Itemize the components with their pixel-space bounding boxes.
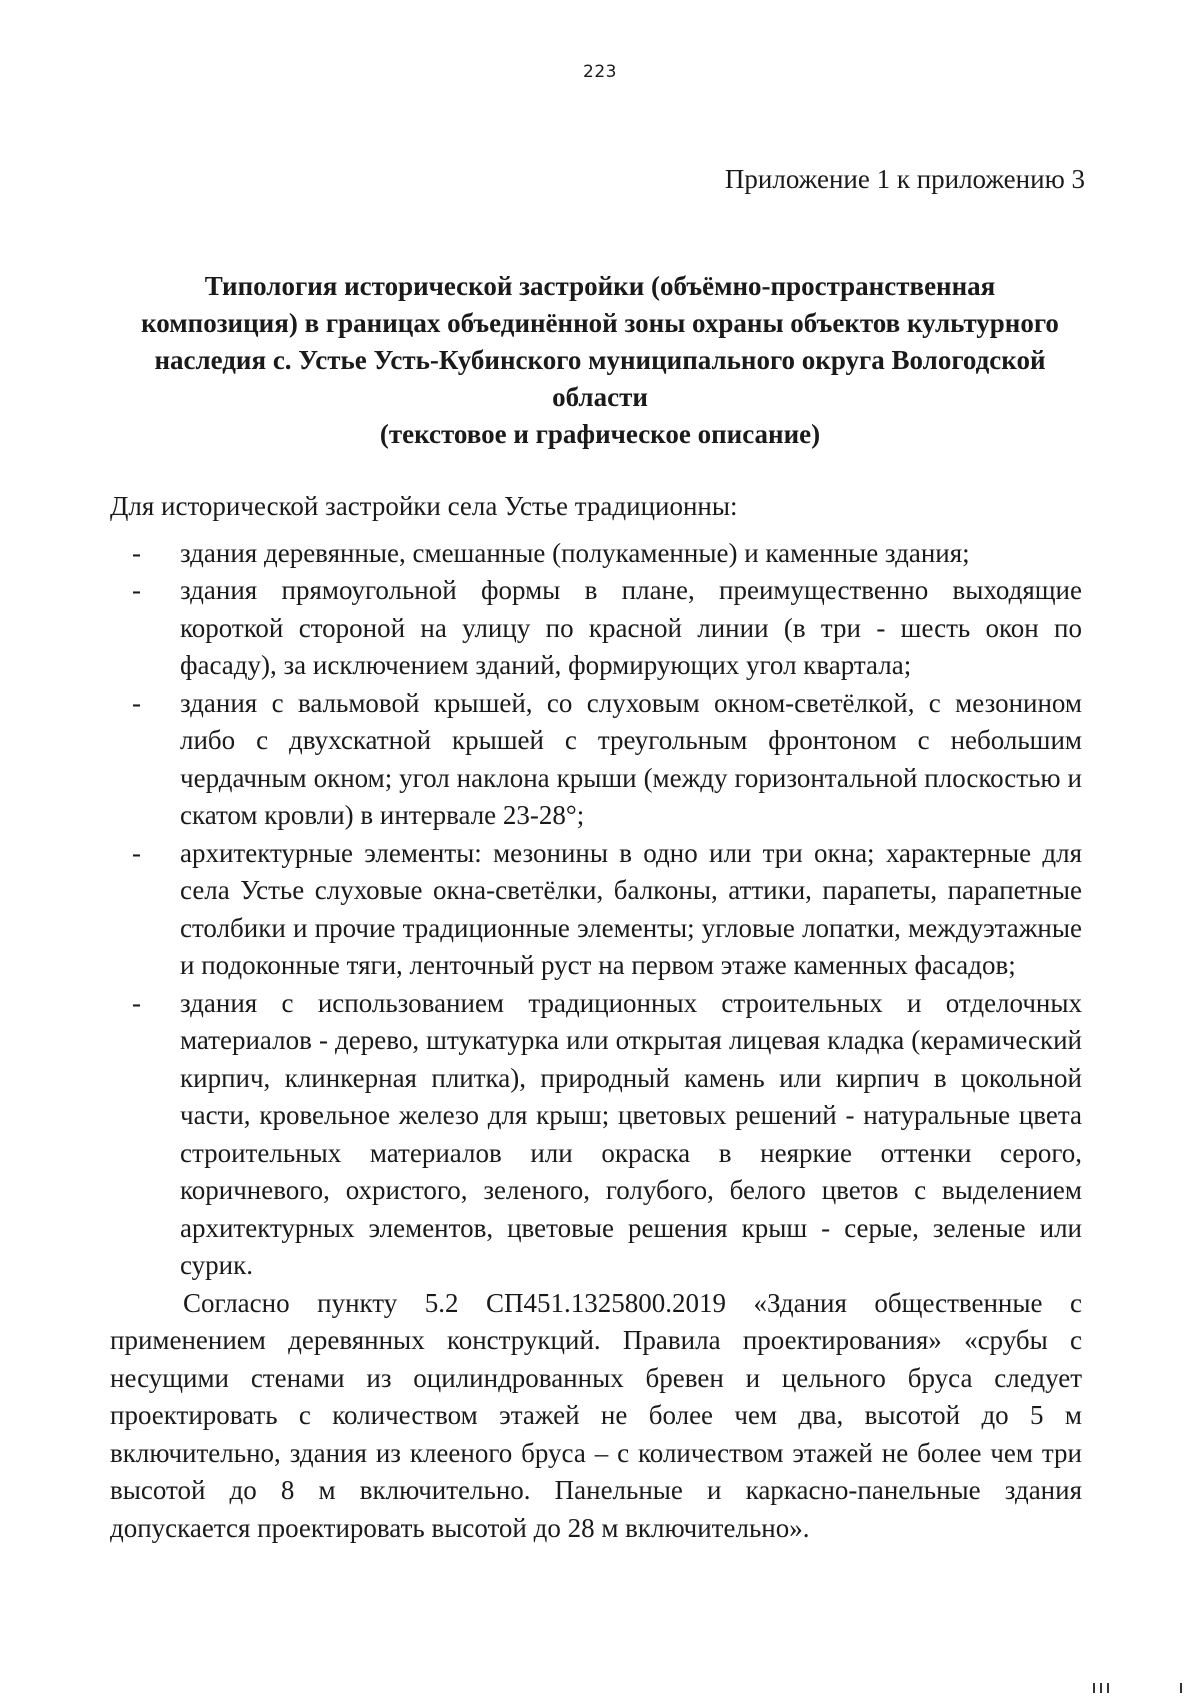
list-dash: -	[132, 837, 141, 868]
list-item-text: здания прямоугольной формы в плане, преимущественно выходящие короткой стороной на улицу по красной линии (в три - шесть окон по фасаду), за исключением зданий, формирующих угол квартала;	[180, 575, 1082, 680]
scan-artifact-mark	[1107, 1683, 1109, 1693]
list-dash: -	[132, 537, 141, 568]
closing-paragraph: Согласно пункту 5.2 СП451.1325800.2019 «Здания общественные с применением деревянных конструкций. Правила проектирования» «срубы с несущими стенами из оцилиндрованных бревен и цельного бруса следует проектировать с количеством этажей не более чем два, высотой до 5 м включительно, здания из клееного бруса – с количеством этажей не более чем три высотой до 8 м включительно. Панельные и каркасно-панельные здания допускается проектировать высотой до 28 м включительно».	[110, 1287, 1082, 1543]
title-line: наследия с. Устье Усть-Кубинского муниципального округа Вологодской	[154, 345, 1046, 375]
title-line: композиция) в границах объединённой зоны охраны объектов культурного	[141, 308, 1059, 338]
title-subtitle: (текстовое и графическое описание)	[379, 419, 821, 449]
list-item	[110, 535, 1082, 573]
list-dash: -	[132, 987, 141, 1018]
title-line: Типология исторической застройки (объёмно-пространственная	[204, 271, 996, 301]
title-line: области	[552, 382, 648, 412]
scan-artifact-mark	[1093, 1683, 1095, 1693]
list-item-text: здания с использованием традиционных строительных и отделочных материалов - дерево, штукатурка или открытая лицевая кладка (керамический кирпич, клинкерная плитка), природный камень или кирпич в цокольной части, кровельное железо для крыш; цветовых решений - натуральные цвета строительных материалов или окраска в неяркие оттенки серого, коричневого, охристого, зеленого, голубого, белого цветов с выделением архитектурных элементов, цветовые решения крыш - серые, зеленые или сурик.	[180, 987, 1082, 1280]
list-item	[110, 835, 1082, 985]
scan-artifact-mark	[1180, 1683, 1182, 1693]
list-dash: -	[132, 687, 141, 718]
document-title	[100, 268, 1100, 453]
list-item	[110, 572, 1082, 685]
intro-paragraph: Для исторической застройки села Устье традиционны:	[110, 491, 738, 521]
list-dash: -	[132, 575, 141, 605]
list-item-text: здания с вальмовой крышей, со слуховым окном-светёлкой, с мезонином либо с двухскатной крышей с треугольным фронтоном с небольшим чердачным окном; угол наклона крыши (между горизонтальной плоскостью и скатом кровли) в интервале 23-28°;	[180, 687, 1082, 830]
list-item	[110, 685, 1082, 835]
appendix-reference: Приложение 1 к приложению 3	[724, 164, 1085, 194]
list-item-text: архитектурные элементы: мезонины в одно или три окна; характерные для села Устье слуховые окна-светёлки, балконы, аттики, парапеты, парапетные столбики и прочие традиционные элементы; угловые лопатки, междуэтажные и подоконные тяги, ленточный руст на первом этаже каменных фасадов;	[180, 837, 1082, 980]
scan-artifact-mark	[1100, 1683, 1102, 1693]
page-number: 223	[583, 62, 617, 82]
list-item	[110, 985, 1082, 1285]
requirements-list	[110, 535, 1082, 1285]
list-item-text: здания деревянные, смешанные (полукаменные) и каменные здания;	[180, 537, 970, 568]
document-body	[110, 488, 1082, 1547]
